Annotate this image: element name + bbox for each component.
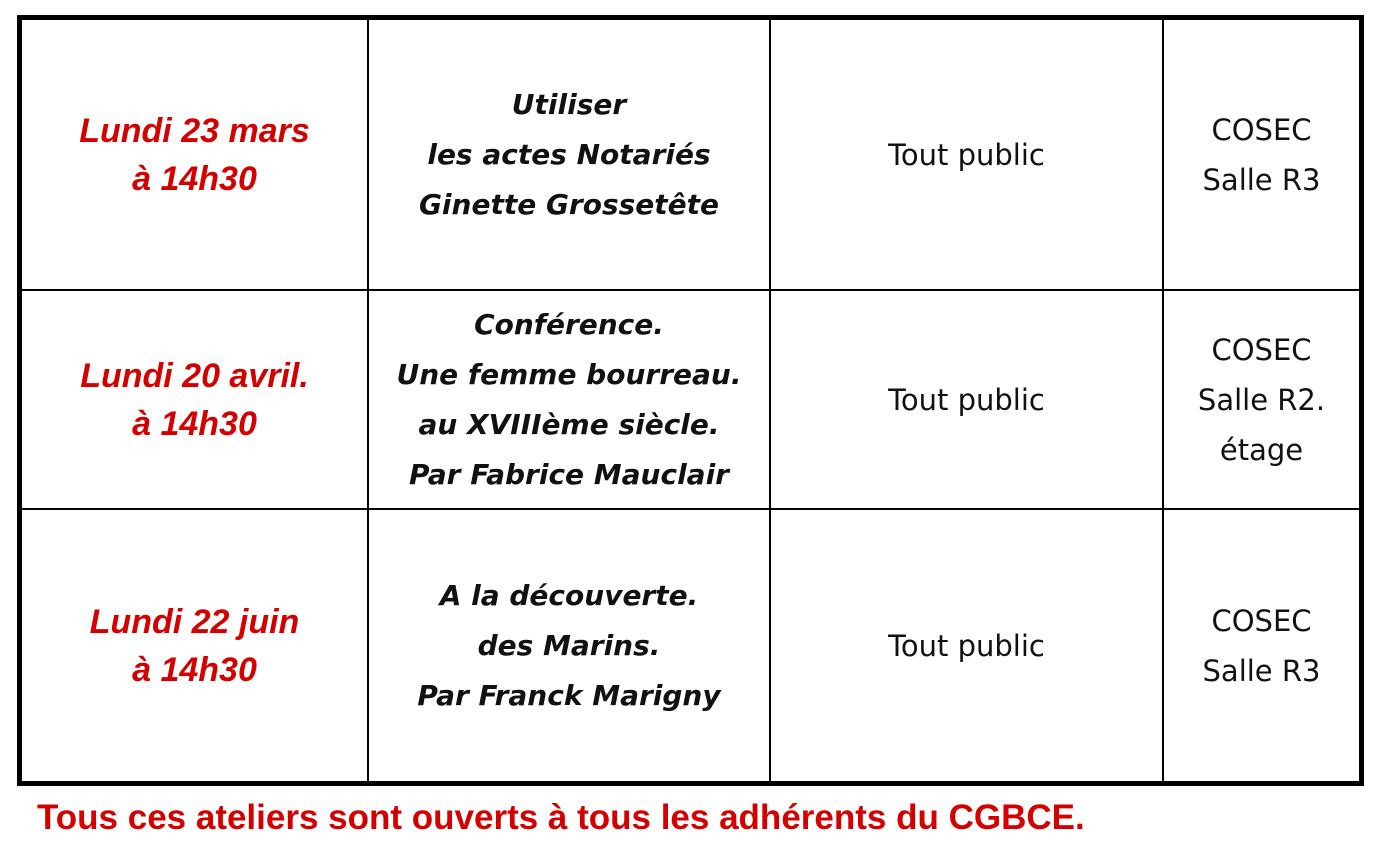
event-audience-cell [771, 20, 1164, 291]
event-location-cell [1164, 510, 1359, 781]
event-date: Lundi 20 avril. [80, 356, 309, 395]
event-audience: Tout public [888, 382, 1045, 417]
event-title-line: au XVIIIème siècle. [418, 407, 720, 441]
event-time: à 14h30 [132, 404, 257, 443]
event-location-line: Salle R2. [1197, 382, 1326, 417]
event-date: Lundi 22 juin [89, 602, 300, 641]
event-title-line: les actes Notariés [427, 137, 711, 171]
event-time: à 14h30 [132, 650, 257, 689]
event-date-cell [22, 291, 369, 510]
event-location-line: COSEC [1211, 603, 1312, 638]
event-audience: Tout public [888, 628, 1045, 663]
event-date: Lundi 23 mars [79, 111, 310, 150]
event-title-cell [369, 510, 771, 781]
event-title-line: Par Fabrice Mauclair [409, 457, 729, 491]
event-title-line: A la découverte. [439, 578, 699, 612]
event-title-cell [369, 291, 771, 510]
event-location-line: Salle R3 [1202, 162, 1321, 197]
event-location-line: COSEC [1211, 332, 1312, 367]
event-audience: Tout public [888, 137, 1045, 172]
event-audience-cell [771, 291, 1164, 510]
event-title-line: Une femme bourreau. [396, 357, 742, 391]
event-title-line: Par Franck Marigny [417, 678, 721, 712]
schedule-table [17, 15, 1364, 786]
event-title-line: des Marins. [477, 628, 661, 662]
event-date-cell [22, 510, 369, 781]
event-location-line: COSEC [1211, 112, 1312, 147]
event-title-line: Conférence. [474, 307, 664, 341]
footer-note: Tous ces ateliers sont ouverts à tous les adhérents du CGBCE. [37, 798, 1085, 837]
event-title-line: Ginette Grossetête [418, 187, 720, 221]
event-location-cell [1164, 291, 1359, 510]
event-date-cell [22, 20, 369, 291]
event-audience-cell [771, 510, 1164, 781]
event-location-line: étage [1219, 432, 1304, 467]
event-location-cell [1164, 20, 1359, 291]
event-time: à 14h30 [132, 159, 257, 198]
event-title-line: Utiliser [511, 87, 627, 121]
event-location-line: Salle R3 [1202, 653, 1321, 688]
event-title-cell [369, 20, 771, 291]
